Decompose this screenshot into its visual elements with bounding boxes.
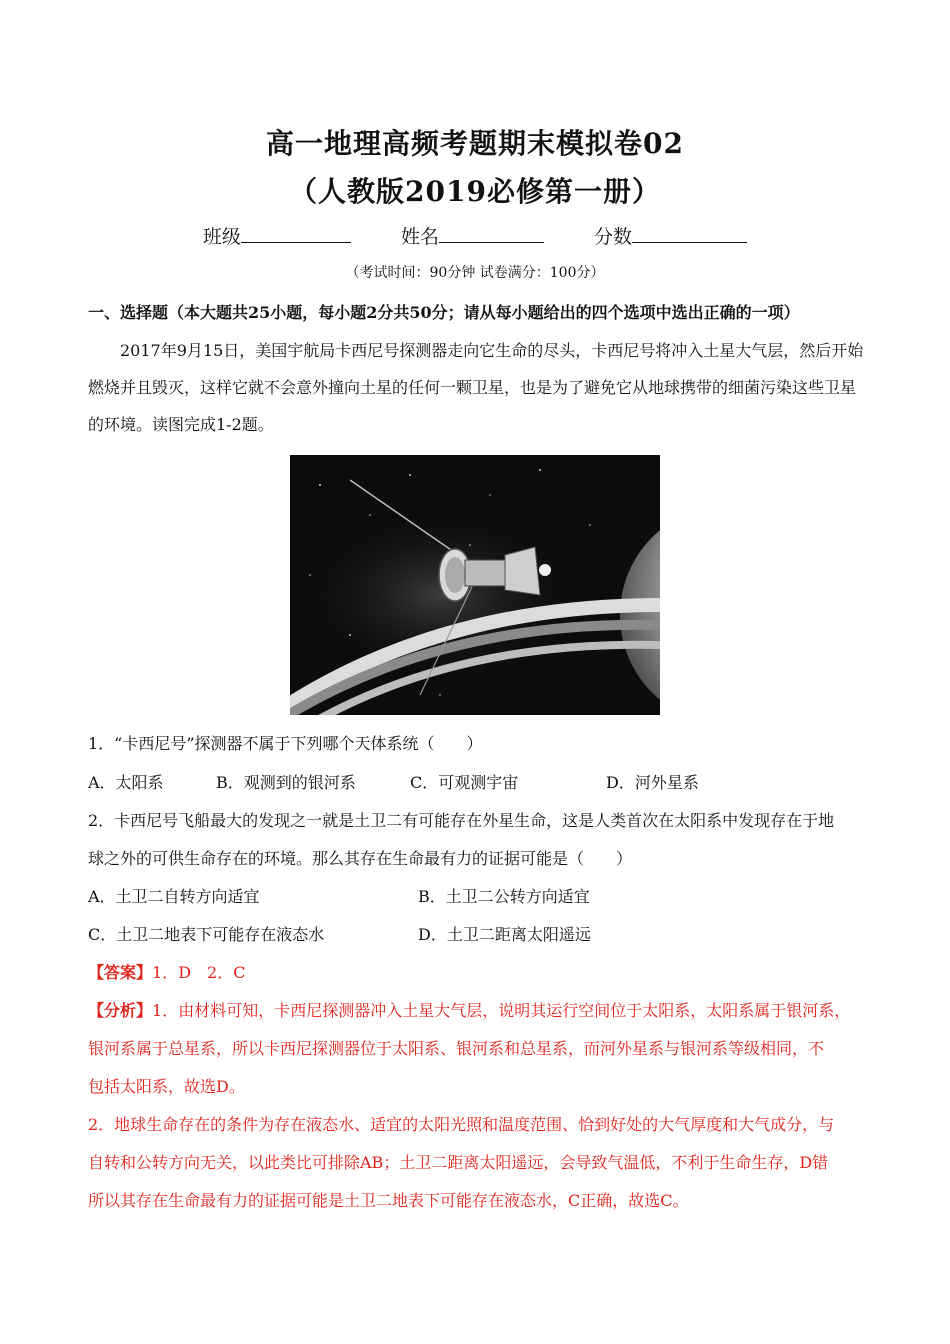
section-heading: 一、选择题（本大题共25小题，每小题2分共50分；请从每小题给出的四个选项中选出正确的一项） bbox=[88, 303, 800, 322]
document-title: 高一地理高频考题期末模拟卷02 bbox=[266, 127, 684, 160]
question-1-option-b: B．观测到的银河系 bbox=[216, 773, 356, 792]
analysis-label: 【分析】 bbox=[88, 1001, 153, 1020]
analysis-line-6: 所以其存在生命最有力的证据可能是土卫二地表下可能存在液态水，C正确，故选C。 bbox=[88, 1191, 689, 1210]
document-subtitle: （人教版2019必修第一册） bbox=[289, 175, 661, 208]
analysis-line-3: 包括太阳系，故选D。 bbox=[88, 1077, 245, 1096]
name-label: 姓名 bbox=[400, 226, 439, 248]
analysis-line-2: 银河系属于总星系，所以卡西尼探测器位于太阳系、银河系和总星系，而河外星系与银河系等级相同，不 bbox=[88, 1039, 825, 1058]
score-blank bbox=[632, 224, 747, 243]
question-2-option-a: A．土卫二自转方向适宜 bbox=[88, 887, 260, 906]
cassini-saturn-figure bbox=[290, 455, 660, 715]
intro-paragraph: 2017年9月15日，美国宇航局卡西尼号探测器走向它生命的尽头，卡西尼号将冲入土星大气层，然后开始燃烧并且毁灭，这样它就不会意外撞向土星的任何一颗卫星，也是为了避免它从地球携带的细菌污染这些卫星的环境。读图完成1-2题。 bbox=[88, 341, 864, 434]
class-blank bbox=[241, 224, 351, 243]
answer-text: 1．D 2．C bbox=[152, 963, 246, 982]
score-field bbox=[594, 222, 747, 249]
question-1-option-d: D．河外星系 bbox=[606, 773, 699, 792]
analysis-line-1 bbox=[88, 998, 850, 1021]
analysis-text-1: 1．由材料可知，卡西尼探测器冲入土星大气层，说明其运行空间位于太阳系，太阳系属于银河系， bbox=[152, 1001, 851, 1020]
question-2-option-d: D．土卫二距离太阳遥远 bbox=[418, 925, 591, 944]
answer-label: 【答案】 bbox=[88, 963, 153, 982]
question-2-stem-line-2: 球之外的可供生命存在的环境。那么其存在生命最有力的证据可能是（ ） bbox=[88, 849, 633, 868]
analysis-line-4: 2．地球生命存在的条件为存在液态水、适宜的太阳光照和温度范围、恰到好处的大气厚度和大气成分，与 bbox=[88, 1115, 835, 1134]
question-2-option-c: C．土卫二地表下可能存在液态水 bbox=[88, 925, 325, 944]
name-field bbox=[401, 222, 544, 249]
name-blank bbox=[439, 224, 544, 243]
score-label: 分数 bbox=[594, 226, 633, 248]
question-2-option-b: B．土卫二公转方向适宜 bbox=[418, 887, 590, 906]
student-info-fields bbox=[0, 222, 950, 249]
analysis-line-5: 自转和公转方向无关，以此类比可排除AB；土卫二距离太阳遥远，会导致气温低，不利于生命生存，D错 bbox=[88, 1153, 829, 1172]
exam-info: （考试时间：90分钟 试卷满分：100分） bbox=[345, 265, 605, 281]
answer-line bbox=[88, 960, 245, 983]
cassini-illustration bbox=[290, 455, 660, 715]
question-1-stem: 1．“卡西尼号”探测器不属于下列哪个天体系统（ ） bbox=[88, 734, 483, 753]
question-2-stem-line-1: 2．卡西尼号飞船最大的发现之一就是土卫二有可能存在外星生命，这是人类首次在太阳系中发现存在于地 bbox=[88, 811, 835, 830]
class-label: 班级 bbox=[202, 226, 241, 248]
class-field bbox=[203, 222, 351, 249]
question-1-option-a: A．太阳系 bbox=[88, 773, 164, 792]
question-1-option-c: C．可观测宇宙 bbox=[410, 773, 519, 792]
